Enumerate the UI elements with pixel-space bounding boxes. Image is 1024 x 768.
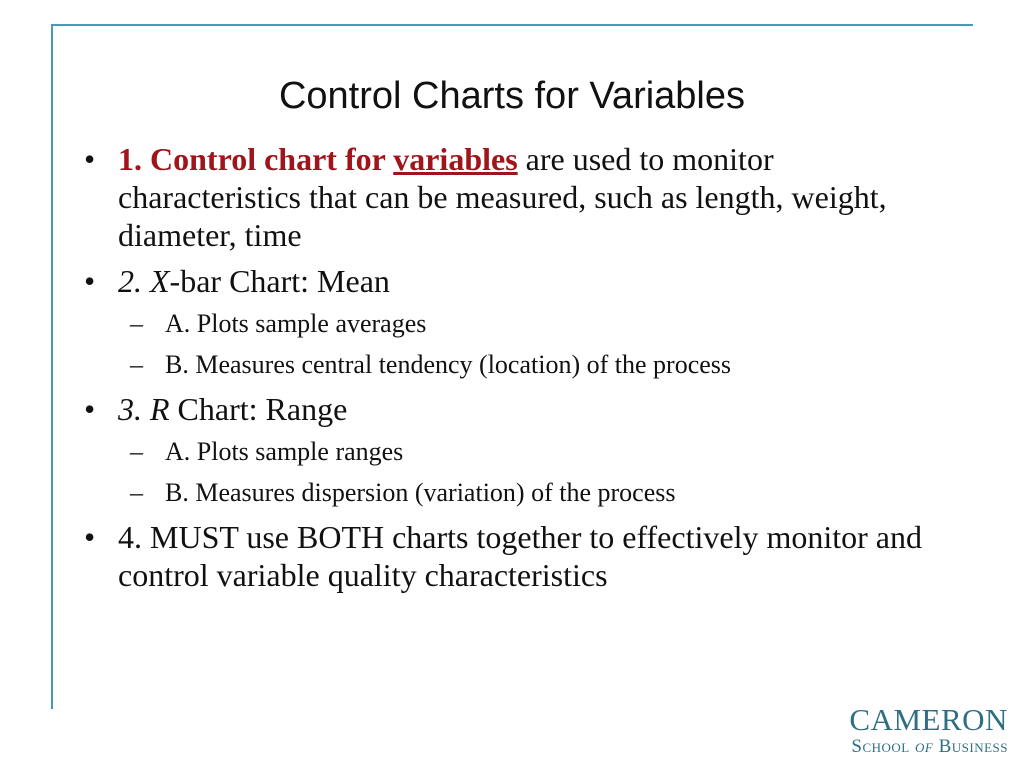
logo-subtitle xyxy=(849,736,1008,758)
frame-top-line xyxy=(51,24,973,26)
bullet-marker: • xyxy=(84,519,96,555)
logo-sub-of: of xyxy=(914,736,934,757)
sub-bullet-text: A. Plots sample ranges xyxy=(165,437,404,466)
bullet-lead: 1. Control chart for xyxy=(118,141,394,177)
bullet-use-both-charts xyxy=(78,518,958,594)
logo-name: CAMERON xyxy=(849,702,1008,737)
sub-bullet-marker: – xyxy=(130,309,143,338)
cameron-logo xyxy=(849,704,1008,758)
bullet-r-chart xyxy=(78,390,958,428)
bullet-marker: • xyxy=(84,141,96,177)
bullet-symbol-x: X xyxy=(150,263,170,299)
bullet-xbar-chart xyxy=(78,262,958,300)
bullet-number: 3. xyxy=(118,391,150,427)
bullet-symbol-r: R xyxy=(150,391,170,427)
bullet-number: 2. xyxy=(118,263,150,299)
sub-bullet-marker: – xyxy=(130,478,143,507)
frame-left-line xyxy=(51,24,53,709)
bullet-keyword-variables: variables xyxy=(393,141,518,177)
logo-sub-business: Business xyxy=(933,736,1008,757)
sub-bullet-marker: – xyxy=(130,437,143,466)
bullet-text: -bar Chart: Mean xyxy=(169,263,390,299)
sub-bullet-dispersion xyxy=(78,477,958,508)
bullet-marker: • xyxy=(84,263,96,299)
slide-content xyxy=(78,140,958,602)
sub-bullet-plots-averages xyxy=(78,308,958,339)
logo-sub-school: School xyxy=(851,736,915,757)
sub-bullet-text: A. Plots sample averages xyxy=(165,309,427,338)
sub-bullet-marker: – xyxy=(130,350,143,379)
bullet-marker: • xyxy=(84,391,96,427)
slide-title: Control Charts for Variables xyxy=(278,75,746,117)
bullet-text: Chart: Range xyxy=(169,391,348,427)
bullet-text: 4. MUST use BOTH charts together to effectively monitor and control variable quality characteristics xyxy=(118,519,922,593)
sub-bullet-text: B. Measures dispersion (variation) of the process xyxy=(165,478,676,507)
sub-bullet-text: B. Measures central tendency (location) of the process xyxy=(165,350,732,379)
bullet-control-chart-variables xyxy=(78,140,958,254)
bullet-text: are used to monitor characteristics that can be measured, such as length, weight, diameter, time xyxy=(118,141,887,253)
sub-bullet-plots-ranges xyxy=(78,436,958,467)
sub-bullet-central-tendency xyxy=(78,349,958,380)
